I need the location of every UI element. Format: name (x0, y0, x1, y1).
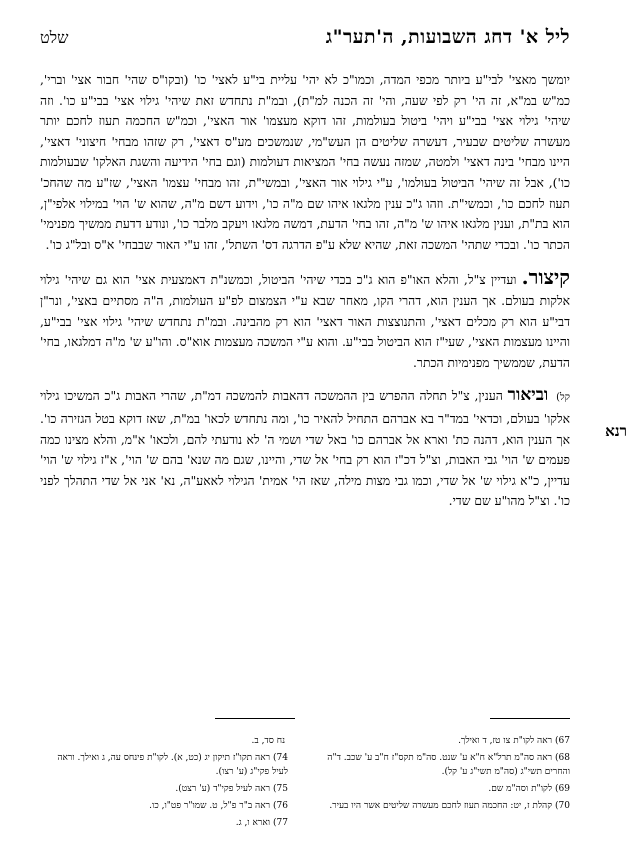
biur-lead-word: וביאור (507, 385, 549, 406)
kitzur-paragraph (40, 267, 570, 373)
kitzur-text: ועדיין צ"ל, והלא האו"פ הוא ג"כ בכדי שיהי' הביטול, וכמשנ"ת דאמצעית אצי' הוא גם שיהי' גילוי אלקות בעולם. אך הענין הוא, דהרי הקו, מאחר שבא ע"י הצמצום לפ"ע העולמות, ה"ה מסתיים באצי', ונר"ן דבי"ע הוא רק מכלים דאצי', והתנוצצות האור דאצי' הוא רק מהבינה. ובמ"ת נתחדש שיהי' גילוי אצי' בבי"ע, והיינו מעצמות האצי', שעי"ז הוא הביטול בבי"ע. והוא ע"י המשכה מעצמות אוא"ס. והו"ע ש' מ"ה דמלגאו, בחי' הדעת, שממשיך מפנימיות הכתר. (40, 273, 570, 370)
biur-paragraph (40, 385, 570, 512)
page-title: ליל א' דחג השבועות, ה'תער"ג (325, 26, 570, 48)
margin-section-number: רנא (605, 422, 627, 440)
footnotes-left-column (40, 734, 288, 833)
footnote: 77)וארא ו, ג. (235, 818, 288, 828)
footnote: 69)לקו"ת וסה"מ שם. (488, 784, 570, 794)
kitzur-lead-word: קיצור. (521, 265, 570, 290)
footnote: 70)קהלת ז, יט: החכמה תעוז לחכם מעשרה שליטים אשר היו בעיר. (329, 801, 570, 811)
footnote: 76)ראה ב"ר פ"ל, ט. שמו"ר פט"ו, כו. (149, 801, 288, 811)
footnotes-right-column (322, 734, 570, 816)
footnote: 68)ראה סה"מ תרל"א ח"א ע' שנט. סה"מ תקס"ז ח"ב ע' שכב. ד"ה והחרים תשי"ג (סה"מ תשי"ג ע' קל). (327, 753, 570, 777)
footnote: 74)ראה תקו"ז תיקון יג (כט, א). לקו"ת פינחס עה, ג ואילך. וראה לעיל פקי"ג (ע' רצו). (57, 753, 288, 777)
footnote: 67)ראה לקו"ת צו טז, ד ואילך. (458, 736, 570, 746)
page-number: שלט (40, 28, 69, 47)
biur-text: הענין, צ"ל תחלה ההפרש בין ההמשכה דהאבות להמשכה דמ"ת, שהרי האבות ג"כ המשיכו גילוי אלקו' בעולם, וכדאי' במד"ר בא אברהם התחיל להאיר כו', ומה נתחדש לכאו' במ"ת, שאז דוקא בטל הגזירה כו'. אך הענין הוא, דהנה כת' וארא אל אברהם כו' באל שדי ושמי ה' לא נודעתי להם, ולכאו' א"מ, והלא מצינו כמה פעמים ש' הוי' גבי האבות, וצ"ל דכ"ז הוא רק בחי' אל שדי, והיינו, שגם מה שנא' בהם ש' הוי', א"ז גילוי ש' הוי' עדיין, כ"א גילוי ש' אל שדי, וכמו גבי מצות מילה, שאז הי' אמית' הגילוי לאאע"ה, נא' אני אל שדי התהלך לפני כו'. וצ"ל מהו"ע שם שדי. (40, 389, 570, 509)
footnote-divider-right (490, 718, 570, 719)
section-number: קל) (556, 392, 570, 404)
main-text (40, 70, 570, 524)
footnote: 75)ראה לעיל פקי"ד (ע' רצט). (175, 784, 288, 794)
page-header (40, 26, 570, 54)
footnote-divider-left (215, 718, 295, 719)
footnote: נח סד, ב. (251, 736, 285, 746)
paragraph-continuation: יומשך מאצי' לבי"ע ביותר מכפי המדה, וכמו"כ לא יהי' עליית בי"ע לאצי' כו' (ובקו"ס שהי' חבור אצי' וברי', כמ"ש במ"א, זה הי' רק לפי שעה, והי' זה הכנה למ"ת), ובמ"ת נתחדש זאת שיהי' גילוי אצי' בבי"ע כו'. וזה שיהי' גילוי אצי' בבי"ע ויהי' ביטול בעולמות, זהו דוקא מעצמו' אור האצי', וכמ"ש החכמה תעוז לחכם יותר מעשרה שליטים שבעיר, דעשרה שליטים הן העש"מי, שנמשכים מע"ס דאצי', רק שזהו מבחי' חיצוני' דאצי', היינו מבחי' בינה דאצי' ולמטה, שמזה נעשה בחי' המציאות דעולמות (וגם בחי' הידיעה והשגת האלקו' שבעולמות כו'), אבל זה שיהי' הביטול בעולמו', ע"י גילוי אור האצי', ובמשי"ת, זהו מבחי' עצמו' האצי', שז"ע מה שהחכ' תעוז לחכם כו', וכמשי"ת. וזהו ג"כ ענין מלגאו איהו שם מ"ה כו', וידוע דשם מ"ה, שהוא ש' הוי' במילוי אלפי"ן, הוא בת"ת, וענין מלגאו איהו ש' מ"ה, זהו בחי' הדעת, דמשה מלגאו ויעקב מלבר כו', ונודע דדעת ממשיך מפנימי' הכתר כו'. ובכדי שתהי' המשכה זאת, שהיא שלא ע"פ הדרגה דס' השתל', זהו ע"י האור שבבחי' א"ס ובל"ג כו'. (40, 73, 570, 252)
